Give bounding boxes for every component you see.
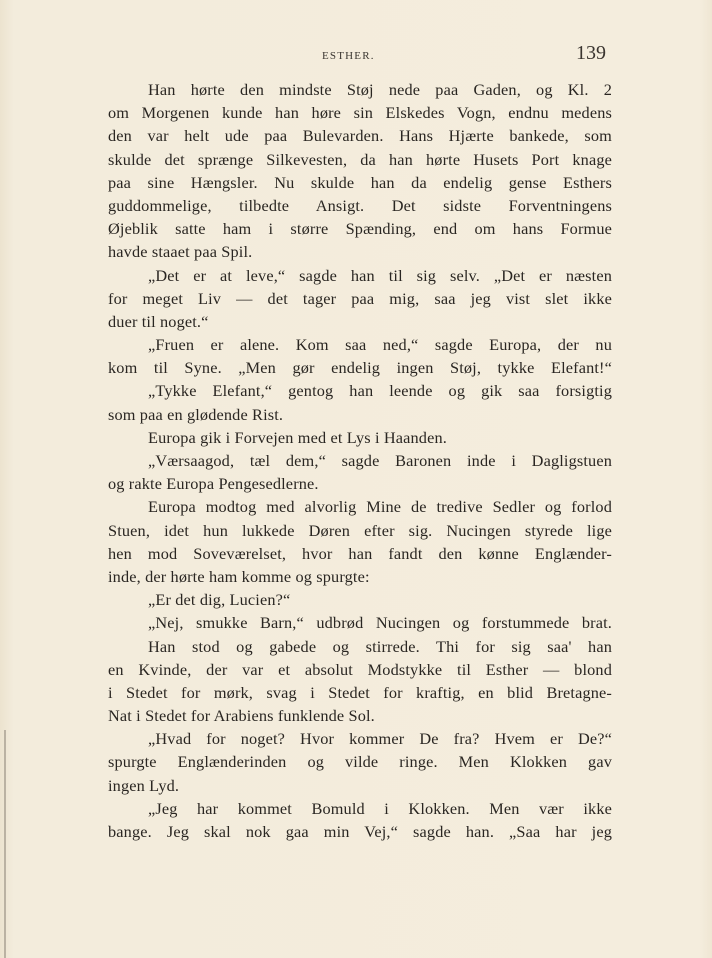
text-line: Europa gik i Forvejen med et Lys i Haanden.	[148, 427, 447, 447]
text-line: Nat i Stedet for Arabiens funklende Sol.	[108, 706, 375, 726]
page-edge-shadow	[4, 730, 6, 958]
text-line: for meget Liv — det tager paa mig, saa jeg vist slet ikke	[108, 288, 612, 308]
text-line: guddommelige, tilbedte Ansigt. Det sidste Forventningens	[108, 195, 612, 215]
text-line: skulde det sprænge Silkevesten, da han hørte Husets Port knage	[108, 149, 612, 169]
text-line: bange. Jeg skal nok gaa min Vej,“ sagde han. „Saa har jeg	[108, 822, 612, 841]
text-line: „Hvad for noget? Hvor kommer De fra? Hvem er De?“	[148, 729, 612, 749]
text-line: Europa modtog med alvorlig Mine de tredive Sedler og forlod	[148, 497, 612, 517]
text-line: „Jeg har kommet Bomuld i Klokken. Men vær ikke	[148, 798, 612, 818]
text-line: havde staaet paa Spil.	[108, 242, 253, 262]
page-header	[0, 40, 712, 70]
text-line: og rakte Europa Pengesedlerne.	[108, 474, 319, 494]
text-line: som paa en glødende Rist.	[108, 404, 284, 424]
text-line: den var helt ude paa Bulevarden. Hans Hjærte bankede, som	[108, 126, 612, 146]
text-line: Stuen, idet hun lukkede Døren efter sig. Nucingen styrede lige	[108, 520, 612, 540]
text-line: Øjeblik satte ham i større Spænding, end om hans Formue	[108, 219, 612, 239]
text-line: „Det er at leve,“ sagde han til sig selv. „Det er næsten	[148, 265, 612, 285]
running-title: ESTHER.	[322, 50, 375, 62]
text-line: inde, der hørte ham komme og spurgte:	[108, 566, 370, 586]
text-line: duer til noget.“	[108, 311, 209, 331]
text-line: „Er det dig, Lucien?“	[148, 590, 291, 610]
text-line: paa sine Hængsler. Nu skulde han da endelig gense Esthers	[108, 172, 612, 192]
text-line: spurgte Englænderinden og vilde ringe. Men Klokken gav	[108, 752, 612, 772]
body-text	[108, 78, 612, 843]
text-line: „Tykke Elefant,“ gentog han leende og gik saa forsigtig	[148, 381, 612, 401]
text-line: „Fruen er alene. Kom saa ned,“ sagde Europa, der nu	[148, 335, 612, 355]
page-number: 139	[576, 42, 606, 64]
text-line: en Kvinde, der var et absolut Modstykke til Esther — blond	[108, 659, 612, 679]
text-line: ingen Lyd.	[108, 775, 180, 795]
text-line: hen mod Soveværelset, hvor han fandt den kønne Englænder-	[108, 543, 612, 563]
text-line: i Stedet for mørk, svag i Stedet for kraftig, en blid Bretagne-	[108, 682, 612, 702]
text-line: kom til Syne. „Men gør endelig ingen Støj, tykke Elefant!“	[108, 358, 612, 378]
text-line: „Nej, smukke Barn,“ udbrød Nucingen og forstummede brat.	[148, 613, 612, 633]
text-line: Han hørte den mindste Støj nede paa Gaden, og Kl. 2	[148, 80, 612, 99]
text-line: „Værsaagod, tæl dem,“ sagde Baronen inde i Dagligstuen	[148, 451, 612, 470]
text-line: Han stod og gabede og stirrede. Thi for sig saa' han	[148, 636, 612, 656]
text-line: om Morgenen kunde han høre sin Elskedes Vogn, endnu medens	[108, 103, 612, 123]
